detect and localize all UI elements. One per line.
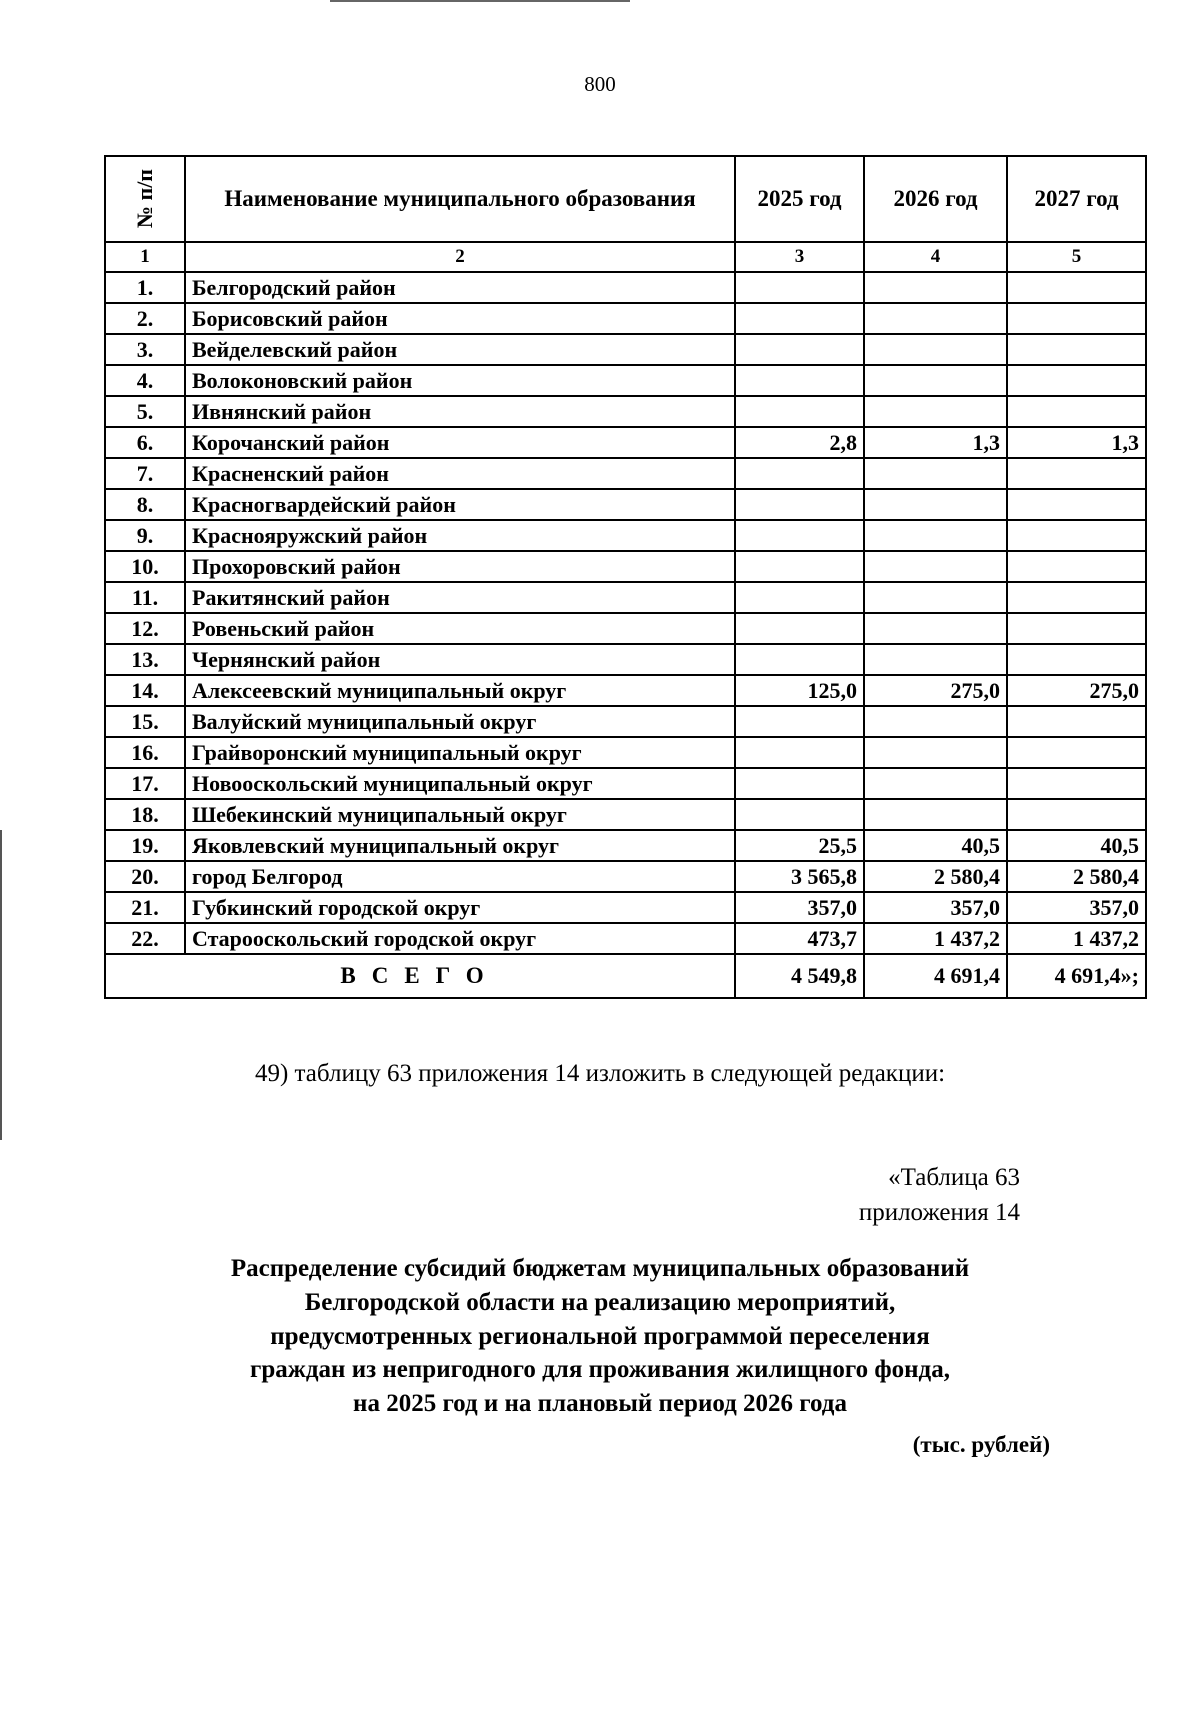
value-2025 (735, 799, 864, 830)
value-2027 (1007, 551, 1146, 582)
value-2025: 473,7 (735, 923, 864, 954)
municipality-name: Прохоровский район (185, 551, 735, 582)
table-row (105, 644, 1146, 675)
municipality-name: Яковлевский муниципальный округ (185, 830, 735, 861)
header-num-label: № п/п (132, 168, 158, 229)
row-number: 12. (105, 613, 185, 644)
value-2026 (864, 551, 1007, 582)
value-2027: 2 580,4 (1007, 861, 1146, 892)
value-2025 (735, 706, 864, 737)
value-2025 (735, 334, 864, 365)
value-2026 (864, 303, 1007, 334)
value-2026 (864, 520, 1007, 551)
municipality-name: Вейделевский район (185, 334, 735, 365)
table-row (105, 272, 1146, 303)
municipality-name: Новооскольский муниципальный округ (185, 768, 735, 799)
table-row (105, 768, 1146, 799)
municipality-name: Ровеньский район (185, 613, 735, 644)
header-2025: 2025 год (735, 156, 864, 242)
column-number: 4 (864, 242, 1007, 272)
value-2026: 40,5 (864, 830, 1007, 861)
value-2025 (735, 644, 864, 675)
title-line: Распределение субсидий бюджетам муниципальных образований (230, 1255, 970, 1282)
table-title (90, 1252, 1110, 1421)
scan-edge-line (330, 0, 630, 2)
value-2025 (735, 520, 864, 551)
value-2025 (735, 737, 864, 768)
table-row (105, 427, 1146, 458)
table-row (105, 551, 1146, 582)
value-2026 (864, 396, 1007, 427)
value-2026 (864, 582, 1007, 613)
row-number: 16. (105, 737, 185, 768)
municipality-name: Алексеевский муниципальный округ (185, 675, 735, 706)
row-number: 14. (105, 675, 185, 706)
value-2025: 357,0 (735, 892, 864, 923)
column-number: 5 (1007, 242, 1146, 272)
value-2026 (864, 737, 1007, 768)
table-row (105, 706, 1146, 737)
row-number: 20. (105, 861, 185, 892)
table-row (105, 365, 1146, 396)
value-2026 (864, 489, 1007, 520)
row-number: 7. (105, 458, 185, 489)
table-reference-line: «Таблица 63 (888, 1164, 1020, 1191)
table-body (105, 272, 1146, 954)
value-2026: 275,0 (864, 675, 1007, 706)
row-number: 8. (105, 489, 185, 520)
municipality-name: город Белгород (185, 861, 735, 892)
value-2027 (1007, 520, 1146, 551)
value-2026 (864, 799, 1007, 830)
value-2027 (1007, 737, 1146, 768)
header-name: Наименование муниципального образования (185, 156, 735, 242)
municipality-name: Волоконовский район (185, 365, 735, 396)
value-2025 (735, 303, 864, 334)
subsidy-table (104, 155, 1147, 999)
value-2026: 357,0 (864, 892, 1007, 923)
value-2027 (1007, 489, 1146, 520)
row-number: 5. (105, 396, 185, 427)
total-row (105, 954, 1146, 998)
municipality-name: Краснояружский район (185, 520, 735, 551)
value-2027: 40,5 (1007, 830, 1146, 861)
value-2025: 2,8 (735, 427, 864, 458)
title-line: предусмотренных региональной программой переселения (270, 1322, 930, 1350)
title-line: граждан из непригодного для проживания жилищного фонда, (250, 1356, 950, 1384)
municipality-name: Губкинский городской округ (185, 892, 735, 923)
table-row (105, 458, 1146, 489)
value-2025 (735, 396, 864, 427)
value-2025 (735, 768, 864, 799)
amendment-text: 49) таблицу 63 приложения 14 изложить в следующей редакции: (254, 1060, 946, 1087)
table-reference-line: приложения 14 (858, 1199, 1020, 1226)
value-2025: 25,5 (735, 830, 864, 861)
page-number: 800 (584, 72, 616, 96)
value-2027 (1007, 396, 1146, 427)
value-2026 (864, 613, 1007, 644)
value-2025 (735, 582, 864, 613)
value-2025 (735, 365, 864, 396)
value-2027: 275,0 (1007, 675, 1146, 706)
municipality-name: Грайворонский муниципальный округ (185, 737, 735, 768)
value-2026: 2 580,4 (864, 861, 1007, 892)
value-2027 (1007, 458, 1146, 489)
value-2027 (1007, 272, 1146, 303)
value-2025: 3 565,8 (735, 861, 864, 892)
row-number: 2. (105, 303, 185, 334)
units-label: (тыс. рублей) (912, 1432, 1050, 1457)
table-row (105, 582, 1146, 613)
value-2027 (1007, 799, 1146, 830)
value-2027 (1007, 334, 1146, 365)
table-row (105, 303, 1146, 334)
municipality-name: Красненский район (185, 458, 735, 489)
title-line: Белгородской области на реализацию мероприятий, (304, 1288, 896, 1316)
table-row (105, 334, 1146, 365)
row-number: 21. (105, 892, 185, 923)
table-row (105, 396, 1146, 427)
value-2025: 125,0 (735, 675, 864, 706)
row-number: 9. (105, 520, 185, 551)
header-num (105, 156, 185, 242)
table-header-row (105, 156, 1146, 242)
value-2027: 1 437,2 (1007, 923, 1146, 954)
value-2027 (1007, 582, 1146, 613)
table-row (105, 861, 1146, 892)
row-number: 22. (105, 923, 185, 954)
total-2027: 4 691,4»; (1007, 954, 1146, 998)
total-2026: 4 691,4 (864, 954, 1007, 998)
column-number: 2 (185, 242, 735, 272)
value-2025 (735, 458, 864, 489)
value-2027: 1,3 (1007, 427, 1146, 458)
table-row (105, 923, 1146, 954)
value-2027 (1007, 303, 1146, 334)
value-2026 (864, 644, 1007, 675)
row-number: 6. (105, 427, 185, 458)
column-number-row (105, 242, 1146, 272)
value-2027 (1007, 613, 1146, 644)
value-2027: 357,0 (1007, 892, 1146, 923)
municipality-name: Корочанский район (185, 427, 735, 458)
municipality-name: Белгородский район (185, 272, 735, 303)
row-number: 17. (105, 768, 185, 799)
municipality-name: Красногвардейский район (185, 489, 735, 520)
municipality-name: Шебекинский муниципальный округ (185, 799, 735, 830)
header-2026: 2026 год (864, 156, 1007, 242)
total-label: ВСЕГО (105, 954, 735, 998)
row-number: 18. (105, 799, 185, 830)
row-number: 13. (105, 644, 185, 675)
value-2027 (1007, 706, 1146, 737)
municipality-name: Валуйский муниципальный округ (185, 706, 735, 737)
title-line: на 2025 год и на плановый период 2026 года (353, 1390, 847, 1417)
municipality-name: Ракитянский район (185, 582, 735, 613)
row-number: 4. (105, 365, 185, 396)
value-2026 (864, 706, 1007, 737)
municipality-name: Ивнянский район (185, 396, 735, 427)
column-number: 3 (735, 242, 864, 272)
table-row (105, 489, 1146, 520)
table-row (105, 737, 1146, 768)
municipality-name: Чернянский район (185, 644, 735, 675)
value-2025 (735, 551, 864, 582)
row-number: 3. (105, 334, 185, 365)
value-2025 (735, 489, 864, 520)
municipality-name: Старооскольский городской округ (185, 923, 735, 954)
total-2025: 4 549,8 (735, 954, 864, 998)
table-row (105, 613, 1146, 644)
row-number: 11. (105, 582, 185, 613)
scan-margin-line (0, 830, 2, 1140)
table-row (105, 799, 1146, 830)
value-2027 (1007, 365, 1146, 396)
column-number: 1 (105, 242, 185, 272)
value-2026 (864, 334, 1007, 365)
municipality-name: Борисовский район (185, 303, 735, 334)
value-2026: 1 437,2 (864, 923, 1007, 954)
row-number: 19. (105, 830, 185, 861)
table-reference (790, 1160, 1020, 1230)
header-2027: 2027 год (1007, 156, 1146, 242)
value-2026 (864, 768, 1007, 799)
value-2025 (735, 272, 864, 303)
value-2026: 1,3 (864, 427, 1007, 458)
value-2027 (1007, 644, 1146, 675)
table-row (105, 520, 1146, 551)
value-2026 (864, 365, 1007, 396)
value-2026 (864, 272, 1007, 303)
row-number: 1. (105, 272, 185, 303)
row-number: 10. (105, 551, 185, 582)
value-2026 (864, 458, 1007, 489)
table-row (105, 830, 1146, 861)
table-row (105, 675, 1146, 706)
value-2027 (1007, 768, 1146, 799)
table-row (105, 892, 1146, 923)
value-2025 (735, 613, 864, 644)
row-number: 15. (105, 706, 185, 737)
